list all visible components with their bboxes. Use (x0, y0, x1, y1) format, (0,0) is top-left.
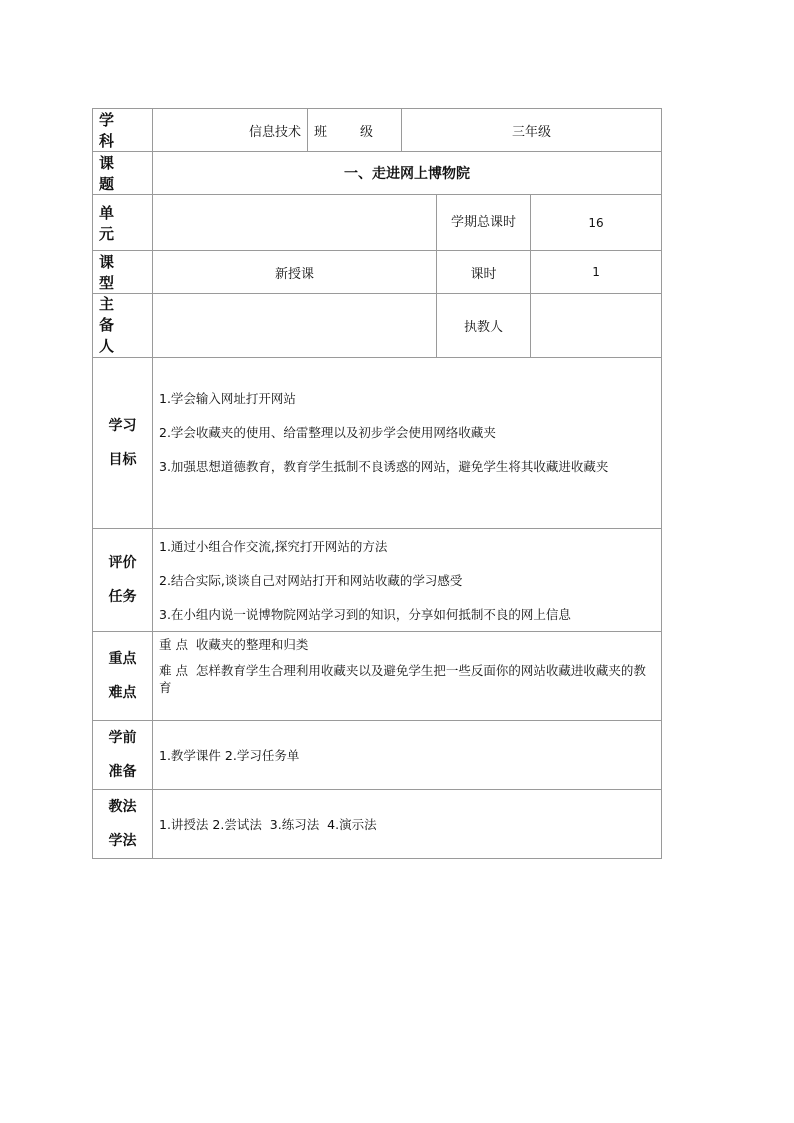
lesson-type-value: 新授课 (153, 251, 437, 294)
objective-item: 1.学会输入网址打开网站 (159, 390, 296, 406)
lesson-plan-table (92, 108, 662, 859)
subject-value: 信息技术 (153, 109, 308, 152)
key-points-label-line1: 重点 (108, 651, 137, 667)
topic-value: 一、走进网上博物院 (153, 152, 662, 195)
subject-label: 学 科 (93, 109, 153, 152)
lesson-type-label: 课 型 (93, 251, 153, 294)
methods-label (93, 790, 153, 859)
teacher-value (531, 294, 662, 358)
assessment-row (93, 529, 662, 632)
objectives-label (93, 358, 153, 529)
preparation-label-line1: 学前 (108, 730, 137, 746)
assessment-label (93, 529, 153, 632)
key-point-text: 重 点 收藏夹的整理和归类 (159, 637, 309, 652)
preparation-label-line2: 准备 (108, 764, 137, 780)
unit-row (93, 195, 662, 251)
preparer-row (93, 294, 662, 358)
teacher-label: 执教人 (437, 294, 531, 358)
preparation-row (93, 721, 662, 790)
key-points-label (93, 632, 153, 721)
assessment-item: 3.在小组内说一说博物院网站学习到的知识，分享如何抵制不良的网上信息 (159, 606, 571, 622)
preparation-value (153, 721, 662, 790)
key-points-label-line2: 难点 (108, 685, 137, 701)
methods-label-line2: 学法 (108, 833, 137, 849)
unit-value (153, 195, 437, 251)
preparation-label (93, 721, 153, 790)
assessment-label-line2: 任务 (108, 589, 137, 605)
methods-value (153, 790, 662, 859)
preparer-label: 主 备 人 (93, 294, 153, 358)
unit-label: 单 元 (93, 195, 153, 251)
assessment-list (153, 529, 662, 632)
preparer-value (153, 294, 437, 358)
objectives-label-line1: 学习 (108, 418, 137, 434)
assessment-label-line1: 评价 (108, 555, 137, 571)
topic-label: 课 题 (93, 152, 153, 195)
objectives-list (153, 358, 662, 529)
assessment-item: 2.结合实际,谈谈自己对网站打开和网站收藏的学习感受 (159, 572, 463, 588)
key-points-row (93, 632, 662, 721)
subject-row (93, 109, 662, 152)
class-label: 班 级 (308, 109, 402, 152)
class-value: 三年级 (402, 109, 662, 152)
difficulty-text: 难 点 怎样教育学生合理利用收藏夹以及避免学生把一些反面你的网站收藏进收藏夹的教育 (159, 663, 646, 695)
objectives-row (93, 358, 662, 529)
total-hours-label: 学期总课时 (437, 195, 531, 251)
preparation-text: 1.教学课件 2.学习任务单 (159, 747, 300, 763)
class-hours-value: 1 (531, 251, 662, 294)
total-hours-value: 16 (531, 195, 662, 251)
assessment-item: 1.通过小组合作交流,探究打开网站的方法 (159, 538, 388, 554)
class-hours-label: 课时 (437, 251, 531, 294)
lesson-type-row (93, 251, 662, 294)
key-points-content (153, 632, 662, 721)
methods-text: 1.讲授法 2.尝试法 3.练习法 4.演示法 (159, 816, 377, 832)
methods-row (93, 790, 662, 859)
objective-item: 3.加强思想道德教育，教育学生抵制不良诱惑的网站，避免学生将其收藏进收藏夹 (159, 458, 609, 474)
methods-label-line1: 教法 (108, 799, 137, 815)
topic-row (93, 152, 662, 195)
objectives-label-line2: 目标 (108, 452, 137, 468)
objective-item: 2.学会收藏夹的使用、给雷整理以及初步学会使用网络收藏夹 (159, 424, 496, 440)
